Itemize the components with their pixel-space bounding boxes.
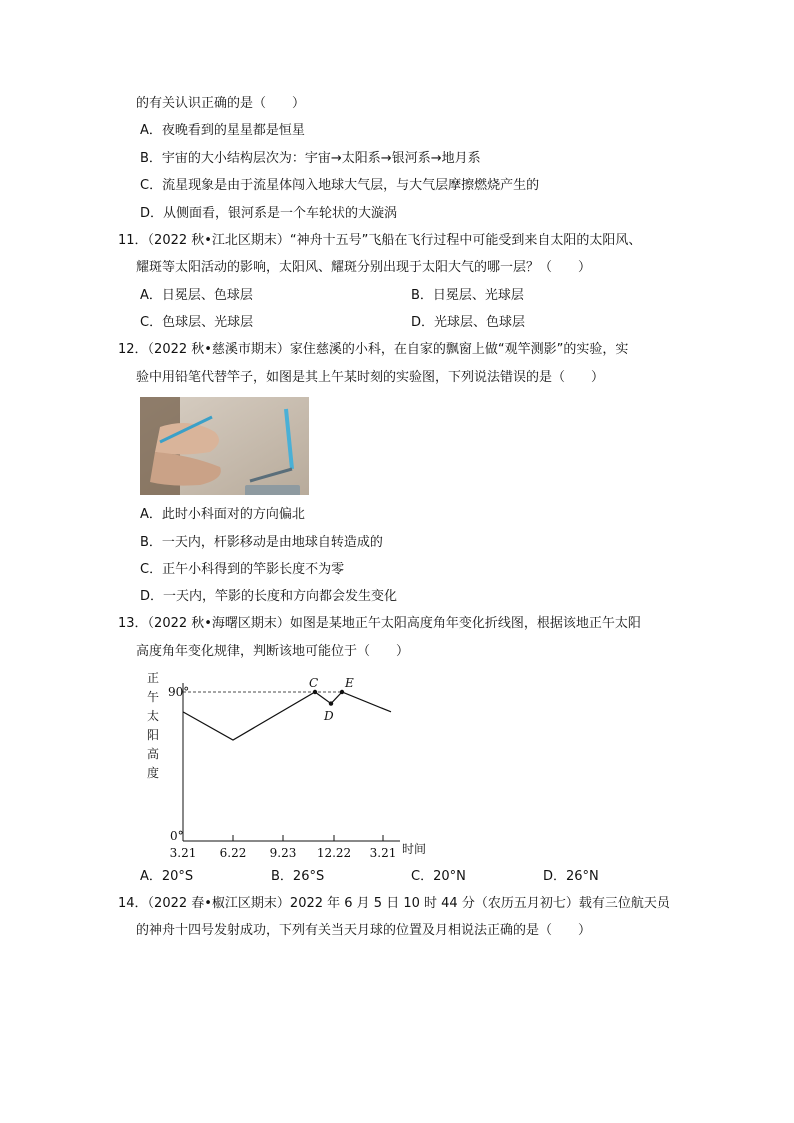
y-tick-90: 90° <box>168 685 190 699</box>
y-label-char-3: 太 <box>147 709 160 723</box>
y-tick-0: 0° <box>170 829 184 843</box>
q11-stem-line1: 11．（2022 秋•江北区期末）“神舟十五号”飞船在飞行过程中可能受到来自太阳的太阳风、 <box>118 233 642 248</box>
q13-option-d: D．26°N <box>543 869 599 884</box>
y-label-char-6: 度 <box>147 766 160 780</box>
q10-stem: 的有关认识正确的是（ ） <box>136 96 306 111</box>
q13-option-a: A．20°S <box>140 869 194 884</box>
series-line <box>183 692 391 740</box>
q12-option-b: B．一天内，杆影移动是由地球自转造成的 <box>140 535 383 550</box>
y-label-char-4: 阳 <box>147 728 160 742</box>
y-label-char-5: 高 <box>147 747 160 761</box>
point-marker-c <box>313 690 317 694</box>
x-tick-label-2: 9.23 <box>269 846 297 860</box>
q10-option-c: C．流星现象是由于流星体闯入地球大气层，与大气层摩擦燃烧产生的 <box>140 178 540 193</box>
q12-option-d: D．一天内，竿影的长度和方向都会发生变化 <box>140 589 398 604</box>
q14-stem-line2: 的神舟十四号发射成功，下列有关当天月球的位置及月相说法正确的是（ ） <box>136 923 592 938</box>
y-axis-label <box>147 671 159 780</box>
q10-option-d: D．从侧面看，银河系是一个车轮状的大漩涡 <box>140 206 398 221</box>
q12-stem-line2: 验中用铅笔代替竿子，如图是其上午某时刻的实验图，下列说法错误的是（ ） <box>136 370 605 385</box>
x-tick-label-4: 3.21 <box>369 846 397 860</box>
q13-option-b: B．26°S <box>271 869 325 884</box>
q13-stem-line1: 13．（2022 秋•海曙区期末）如图是某地正午太阳高度角年变化折线图，根据该地正午太阳 <box>118 616 641 631</box>
y-label-char-2: 午 <box>147 690 160 704</box>
q14-stem-line1: 14．（2022 春•椒江区期末）2022 年 6 月 5 日 10 时 44 分（农历五月初七）载有三位航天员 <box>118 896 670 911</box>
x-tick-label-0: 3.21 <box>169 846 197 860</box>
experiment-photo <box>140 397 309 495</box>
x-axis-label: 时间 <box>402 842 427 856</box>
q11-option-d: D．光球层、色球层 <box>411 315 526 330</box>
q11-stem-line2: 耀斑等太阳活动的影响，太阳风、耀斑分别出现于太阳大气的哪一层？（ ） <box>136 260 592 275</box>
q12-stem-line1: 12．（2022 秋•慈溪市期末）家住慈溪的小科，在自家的飘窗上做“观竿测影”的实验，实 <box>118 342 629 357</box>
point-label-e: E <box>345 676 354 690</box>
point-marker-e <box>340 690 344 694</box>
q13-option-c: C．20°N <box>411 869 466 884</box>
noon-sun-altitude-chart <box>134 667 434 862</box>
q11-option-c: C．色球层、光球层 <box>140 315 254 330</box>
y-label-char-1: 正 <box>147 671 160 685</box>
point-marker-d <box>329 701 333 705</box>
point-label-c: C <box>309 676 319 690</box>
q12-option-c: C．正午小科得到的竿影长度不为零 <box>140 562 345 577</box>
point-label-d: D <box>324 709 334 723</box>
experiment-photo-graphic <box>140 397 309 495</box>
q13-stem-line2: 高度角年变化规律，判断该地可能位于（ ） <box>136 644 410 659</box>
q10-option-b: B．宇宙的大小结构层次为：宇宙→太阳系→银河系→地月系 <box>140 151 481 166</box>
x-tick-label-3: 12.22 <box>316 846 352 860</box>
x-ticks <box>170 835 397 860</box>
q12-option-a: A．此时小科面对的方向偏北 <box>140 507 305 522</box>
q10-option-a: A．夜晚看到的星星都是恒星 <box>140 123 305 138</box>
q11-option-b: B．日冕层、光球层 <box>411 288 524 303</box>
q11-option-a: A．日冕层、色球层 <box>140 288 253 303</box>
x-tick-label-1: 6.22 <box>219 846 247 860</box>
